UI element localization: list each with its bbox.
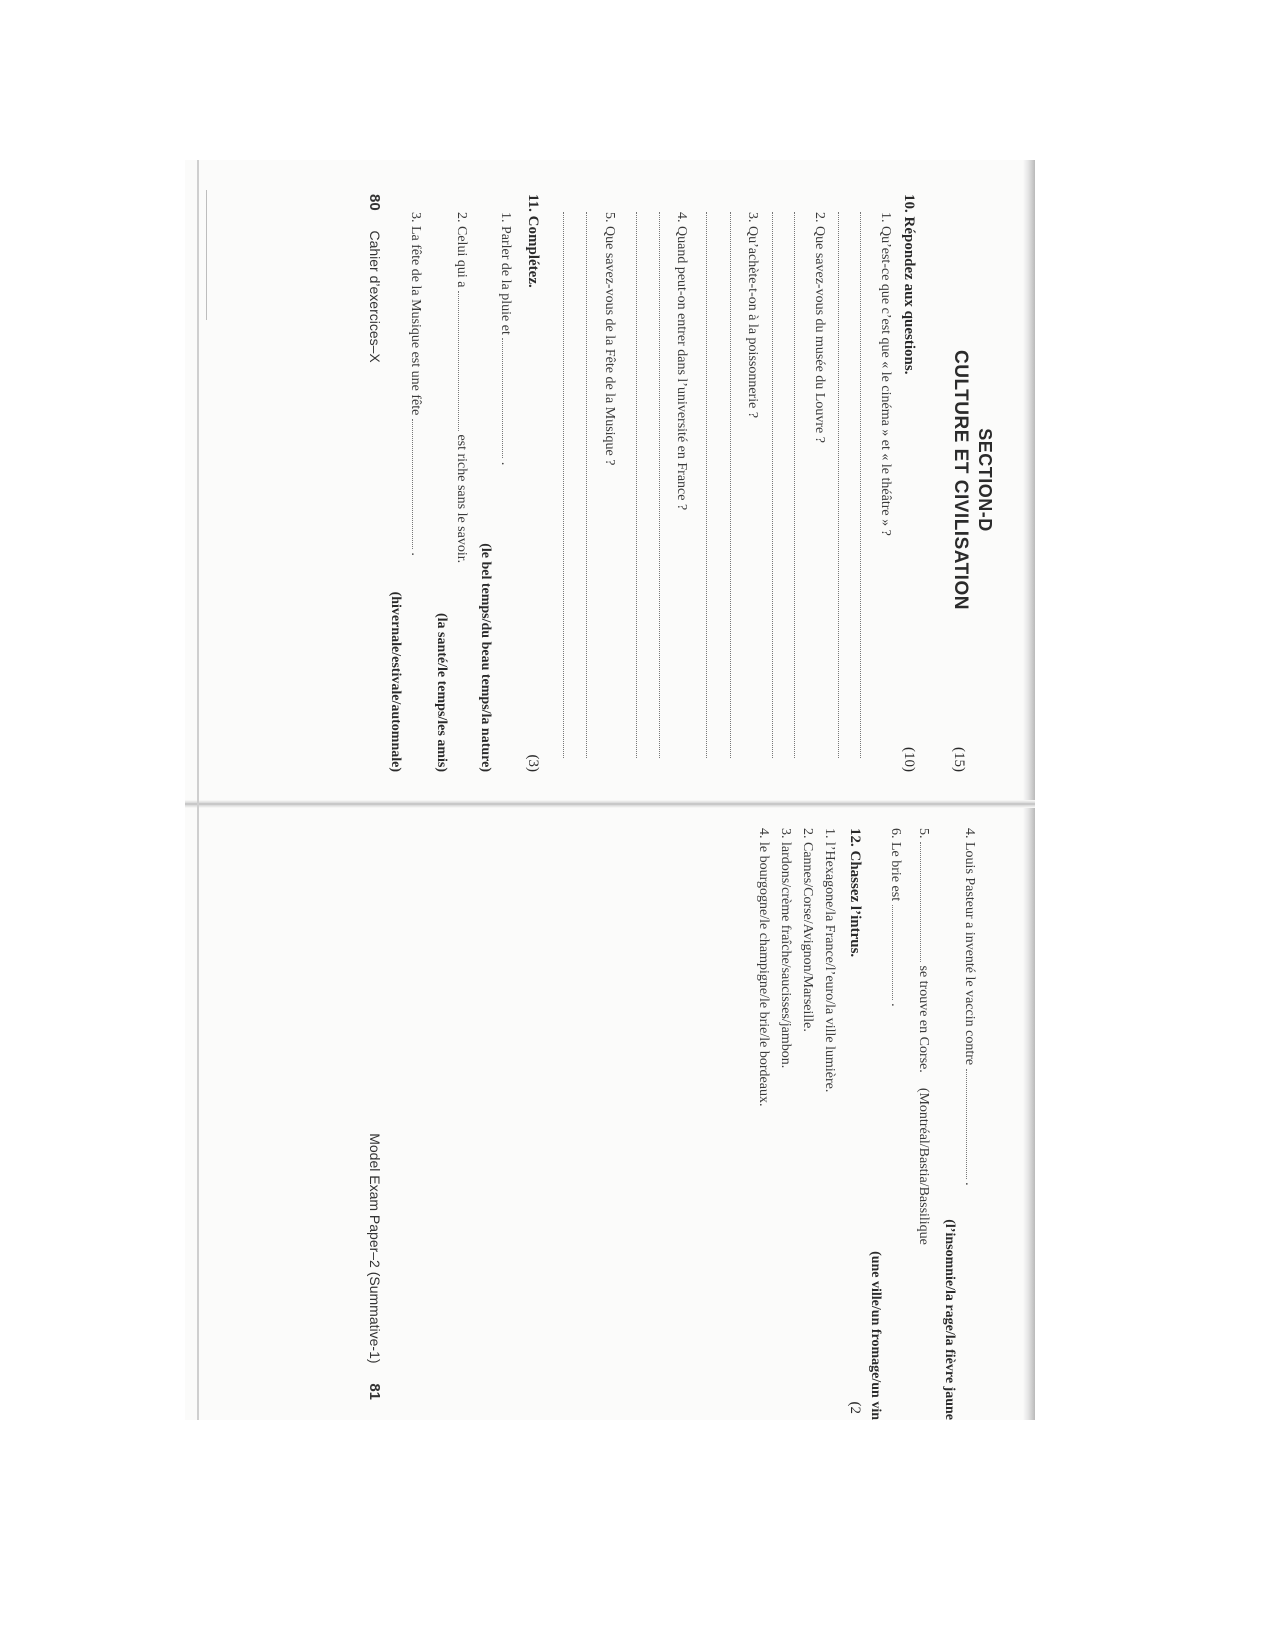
q10-question-5: 5. Que savez-vous de la Fête de la Musique ? xyxy=(602,212,617,466)
book-title: Model Exam Paper–2 (Summative-1) xyxy=(367,1133,383,1364)
item-text: 5. xyxy=(916,828,931,839)
footer-left xyxy=(366,194,383,800)
answer-line xyxy=(860,212,861,758)
item-text: 2. Celui qui a xyxy=(454,212,469,288)
item-text-after: . xyxy=(962,1182,977,1186)
answer-line xyxy=(838,212,839,758)
section-label: SECTION-D xyxy=(975,428,995,532)
fill-blank xyxy=(412,419,423,549)
footer-right xyxy=(366,1133,383,1400)
answer-line xyxy=(706,212,707,758)
item-text: 4. Louis Pasteur a inventé le vaccin contre xyxy=(962,828,977,1066)
fill-blank xyxy=(920,842,931,962)
q10-question-4: 4. Quand peut-on entrer dans l’université en France ? xyxy=(674,212,689,511)
q12-item-4: 4. le bourgogne/le champigne/le brie/le bordeaux. xyxy=(756,828,771,1107)
q11-hint-2: (la santé/le temps/les amis) xyxy=(434,612,449,772)
answer-line xyxy=(636,212,637,758)
q11-item-6 xyxy=(887,828,903,1420)
page-number: 81 xyxy=(366,1383,383,1400)
q11-item-4 xyxy=(961,828,977,1420)
q12-item-3: 3. lardons/crème fraîche/saucisses/jambon. xyxy=(778,828,793,1069)
q11-item-5 xyxy=(915,828,931,1420)
q10-heading: 10. Répondez aux questions. xyxy=(901,194,917,375)
answer-line xyxy=(586,212,587,758)
book-title: Cahier d’exercices–X xyxy=(367,230,383,363)
q11-item-2 xyxy=(453,212,469,800)
q11-hint-3: (hivernale/estivale/automnale) xyxy=(388,591,403,772)
q11-hint-5: (Montréal/Bastia/Bassilique xyxy=(916,1087,931,1245)
page-80 xyxy=(185,160,1035,800)
q11-heading: 11. Complétez. xyxy=(525,194,541,288)
q11-hint-6: (une ville/un fromage/un vin xyxy=(868,1251,883,1420)
item-text-after: . xyxy=(498,461,513,466)
q11-hint-1: (le bel temps/du beau temps/la nature) xyxy=(478,543,493,772)
item-text: 3. La fête de la Musique est une fête xyxy=(408,212,423,416)
item-text-after: . xyxy=(888,1003,903,1007)
q10-question-3: 3. Qu’achète-t-on à la poissonnerie ? xyxy=(745,212,760,419)
section-marks: (15) xyxy=(951,747,967,772)
item-text: 1. Parler de la pluie et xyxy=(498,212,513,335)
scanned-spread xyxy=(185,160,1035,1420)
answer-line xyxy=(772,212,773,758)
q10-question-1: 1. Qu’est-ce que c’est que « le cinéma » et « le théâtre » ? xyxy=(878,212,893,536)
book-gutter xyxy=(185,800,1035,808)
answer-line xyxy=(730,212,731,758)
fill-blank xyxy=(458,291,469,431)
q12-marks: (2 xyxy=(847,1401,863,1414)
q11-item-3 xyxy=(407,212,423,800)
item-text-after: se trouve en Corse. xyxy=(916,965,931,1073)
spread-content xyxy=(185,160,1035,1420)
section-subtitle: CULTURE ET CIVILISATION xyxy=(950,350,971,610)
item-text-after: est riche sans le savoir. xyxy=(454,434,469,564)
q10-marks: (10) xyxy=(901,747,917,772)
page-number: 80 xyxy=(366,194,383,211)
q11-item-1 xyxy=(497,212,513,800)
item-text-after: . xyxy=(408,552,423,556)
item-text: 6. Le brie est xyxy=(888,828,903,902)
q11-marks: (3) xyxy=(525,754,541,772)
answer-line xyxy=(659,212,660,758)
q12-item-1: 1. l’Hexagone/la France/l’euro/la ville lumière. xyxy=(822,828,837,1093)
fill-blank xyxy=(966,1069,977,1179)
answer-line xyxy=(794,212,795,758)
page-81 xyxy=(185,808,1035,1420)
q10-question-2: 2. Que savez-vous du musée du Louvre ? xyxy=(812,212,827,443)
fill-blank xyxy=(892,905,903,1000)
q12-item-2: 2. Cannes/Corse/Avignon/Marseille. xyxy=(800,828,815,1032)
fill-blank xyxy=(502,338,513,458)
q11-hint-4: (l’insomnie/la rage/la fièvre jaune xyxy=(942,1219,957,1420)
q12-heading: 12. Chassez l’intrus. xyxy=(847,828,863,958)
answer-line xyxy=(563,212,564,758)
